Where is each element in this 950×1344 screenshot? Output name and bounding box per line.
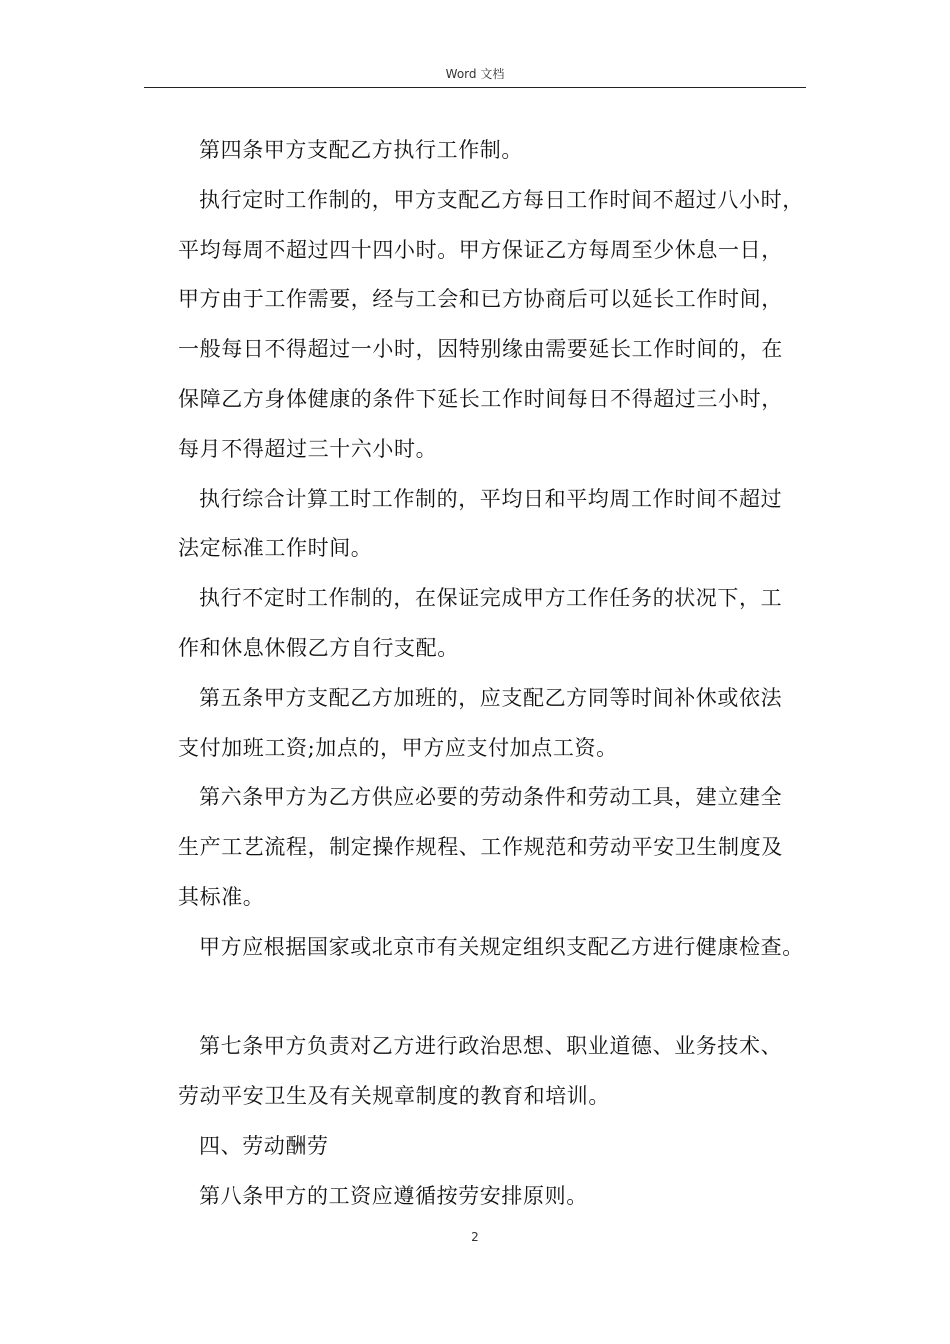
section-heading-remuneration [178,1122,808,1172]
paragraph-flexible-hours [178,574,808,674]
text-line: 其标准。 [178,884,265,909]
text-line: 第七条甲方负责对乙方进行政治思想、职业道德、业务技术、 [199,1034,783,1059]
text-line: 执行综合计算工时工作制的，平均日和平均周工作时间不超过 [199,486,783,511]
document-body [178,126,808,1222]
text-line: 执行不定时工作制的，在保证完成甲方工作任务的状况下，工 [199,586,783,611]
paragraph-health-check [178,923,808,973]
page-number: 2 [471,1230,479,1244]
text-line: 一般每日不得超过一小时，因特别缘由需要延长工作时间的，在 [178,337,783,362]
text-line: 第六条甲方为乙方供应必要的劳动条件和劳动工具，建立建全 [199,785,783,810]
text-line: 作和休息休假乙方自行支配。 [178,635,459,660]
text-line: 保障乙方身体健康的条件下延长工作时间每日不得超过三小时， [178,386,783,411]
paragraph-article-4 [178,126,808,176]
blank-line [178,973,808,1023]
page-header-title: Word 文档 [445,67,505,81]
text-line: 第四条甲方支配乙方执行工作制。 [199,138,523,162]
paragraph-fixed-hours [178,176,808,475]
paragraph-comprehensive-hours [178,475,808,575]
paragraph-article-6 [178,773,808,922]
text-line: 法定标准工作时间。 [178,536,373,561]
text-line: 执行定时工作制的，甲方支配乙方每日工作时间不超过八小时， [199,187,804,212]
text-line: 每月不得超过三十六小时。 [178,436,438,461]
text-line: 四、劳动酬劳 [199,1133,329,1158]
text-line: 劳动平安卫生及有关规章制度的教育和培训。 [178,1084,610,1109]
text-line: 生产工艺流程，制定操作规程、工作规范和劳动平安卫生制度及 [178,835,783,860]
paragraph-article-5 [178,674,808,774]
text-line: 第八条甲方的工资应遵循按劳安排原则。 [199,1183,588,1208]
header-divider [144,87,806,88]
text-line: 甲方由于工作需要，经与工会和已方协商后可以延长工作时间， [178,287,783,312]
text-line: 支付加班工资;加点的，甲方应支付加点工资。 [178,735,618,760]
paragraph-article-8 [178,1172,808,1222]
text-line: 甲方应根据国家或北京市有关规定组织支配乙方进行健康检查。 [199,934,804,959]
paragraph-article-7 [178,1022,808,1122]
text-line: 平均每周不超过四十四小时。甲方保证乙方每周至少休息一日， [178,237,783,262]
text-line: 第五条甲方支配乙方加班的，应支配乙方同等时间补休或依法 [199,685,783,710]
